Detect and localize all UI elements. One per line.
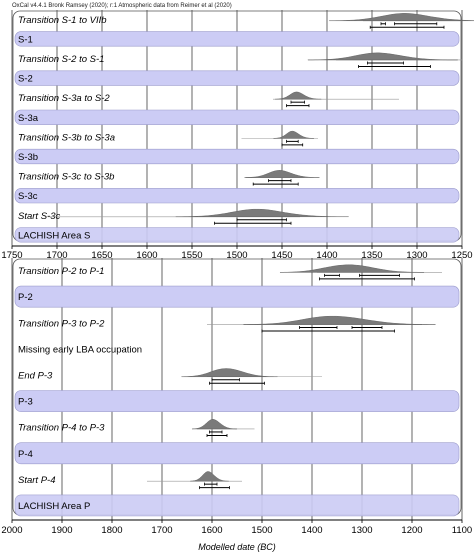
row-label-p-4: P-4 (18, 448, 33, 460)
posterior-density (280, 265, 424, 273)
tick-label: 1450 (271, 250, 293, 261)
tick-label: 1750 (1, 250, 23, 261)
tick-label: 1300 (406, 250, 428, 261)
tick-label: 1350 (361, 250, 383, 261)
row-label-transition-s-1-to-viib: Transition S-1 to VIIb (18, 14, 107, 26)
tick-label: 1250 (451, 250, 473, 261)
phase-band-p-2 (15, 286, 459, 307)
row-label-missing-early-lba-occupation: Missing early LBA occupation (18, 344, 143, 356)
posterior-density (329, 13, 474, 20)
phase-band-s-2 (15, 71, 459, 86)
row-label-s-2: S-2 (18, 73, 33, 85)
row-label-s-3a: S-3a (18, 112, 39, 124)
row-label-end-p-3: End P-3 (18, 370, 53, 382)
row-label-s-3b: S-3b (18, 152, 39, 163)
tick-label: 1550 (181, 250, 203, 261)
posterior-density (244, 316, 436, 324)
phase-band-s-3c (15, 188, 459, 203)
row-label-lachish-area-s: LACHISH Area S (18, 230, 91, 242)
row-label-transition-p-3-to-p-2: Transition P-3 to P-2 (18, 318, 105, 330)
row-label-start-s-3c: Start S-3c (18, 210, 61, 222)
row-label-transition-s-3b-to-s-3a: Transition S-3b to S-3a (18, 132, 115, 144)
posterior-density (308, 53, 458, 60)
tick-label: 1200 (401, 525, 423, 536)
software-credit: OxCal v4.4.1 Bronk Ramsey (2020); r:1 Atmospheric data from Reimer et al (2020) (12, 3, 232, 9)
tick-label: 1900 (51, 525, 73, 536)
row-label-transition-s-2-to-s-1: Transition S-2 to S-1 (18, 54, 105, 65)
posterior-density (274, 131, 314, 138)
tick-label: 1400 (301, 525, 323, 536)
tick-label: 1650 (91, 250, 113, 261)
phase-band-s-3a (15, 110, 459, 125)
posterior-density (190, 472, 228, 482)
tick-label: 1100 (451, 525, 473, 536)
chart-panel-area-p (1, 258, 472, 536)
row-label-lachish-area-p: LACHISH Area P (18, 500, 91, 512)
tick-label: 1400 (316, 250, 338, 261)
tick-label: 2000 (1, 525, 23, 536)
row-label-p-3: P-3 (18, 396, 33, 408)
posterior-density (176, 209, 349, 217)
row-label-p-2: P-2 (18, 292, 33, 304)
tick-label: 1600 (136, 250, 158, 261)
posterior-density (192, 419, 237, 429)
posterior-density (182, 369, 278, 377)
row-label-transition-p-2-to-p-1: Transition P-2 to P-1 (18, 266, 105, 278)
phase-band-p-4 (15, 443, 459, 464)
row-label-start-p-4: Start P-4 (18, 474, 56, 486)
phase-band-s-1 (15, 32, 459, 47)
tick-label: 1500 (226, 250, 248, 261)
tick-label: 1700 (151, 525, 173, 536)
row-label-transition-s-3c-to-s-3b: Transition S-3c to S-3b (18, 171, 115, 183)
tick-label: 1800 (101, 525, 123, 536)
x-axis-title: Modelled date (BC) (198, 542, 276, 552)
row-label-s-3c: S-3c (18, 191, 38, 203)
tick-label: 1700 (46, 250, 68, 261)
row-label-transition-s-3a-to-s-2: Transition S-3a to S-2 (18, 93, 110, 105)
phase-band-s-3b (15, 149, 459, 164)
tick-label: 1300 (351, 525, 373, 536)
chart-panel-area-s (1, 10, 474, 261)
posterior-density (245, 170, 320, 177)
phase-band-p-3 (15, 391, 459, 412)
row-label-s-1: S-1 (18, 34, 33, 46)
row-label-transition-p-4-to-p-3: Transition P-4 to P-3 (18, 422, 105, 434)
tick-label: 1500 (251, 525, 273, 536)
tick-label: 1600 (201, 525, 223, 536)
